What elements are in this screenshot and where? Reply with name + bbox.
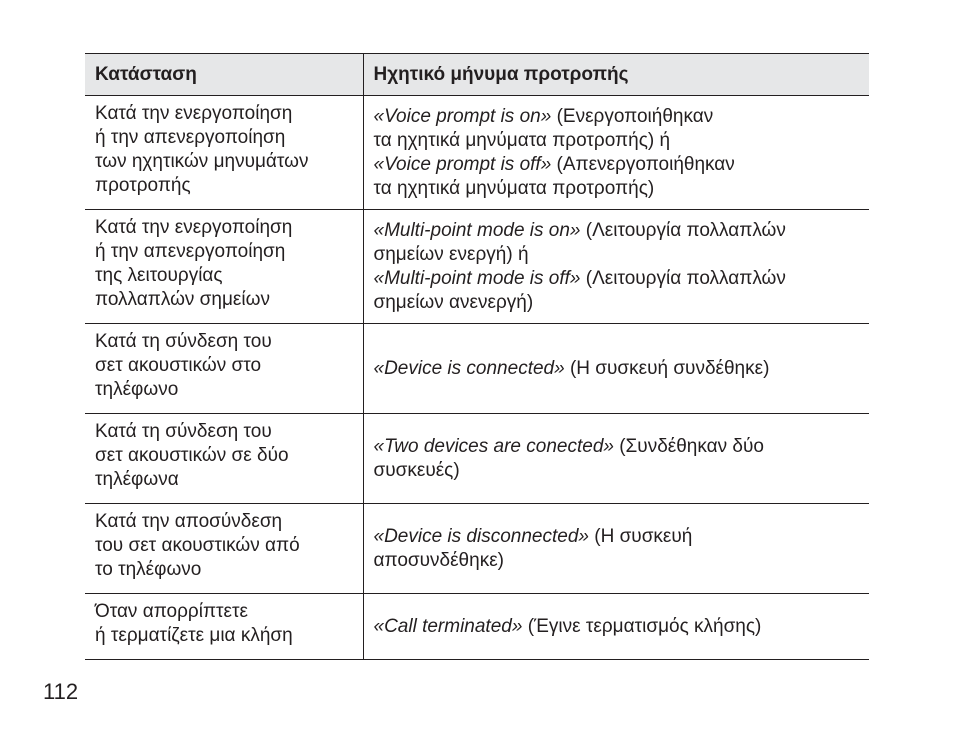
prompt-quote: «Device is connected» [373, 357, 565, 379]
prompt-text: αποσυνδέθηκε) [373, 549, 504, 571]
prompt-line [374, 357, 860, 381]
table-header-row [85, 54, 869, 96]
condition-line: της λειτουργίας [95, 265, 223, 286]
prompt-line [374, 177, 860, 201]
voice-prompt-table [85, 53, 869, 660]
prompt-line [374, 615, 860, 639]
condition-line: ή τερματίζετε μια κλήση [95, 625, 293, 646]
prompt-text: (Συνδέθηκαν δύο [613, 435, 764, 457]
prompt-line [374, 435, 860, 459]
condition-line: ή την απενεργοποίηση [95, 127, 286, 148]
prompt-quote: «Call terminated» [373, 615, 523, 637]
condition-line: προτροπής [95, 175, 191, 196]
header-voice-prompt: Ηχητικό μήνυμα προτροπής [363, 54, 869, 96]
prompt-line [374, 291, 860, 315]
prompt-text: σημείων ενεργή) ή [373, 243, 529, 265]
prompt-line [374, 129, 860, 153]
prompt-text: συσκευές) [373, 459, 460, 481]
prompt-quote: «Two devices are conected» [373, 435, 614, 457]
condition-cell [85, 210, 363, 324]
prompt-quote: «Voice prompt is off» [373, 153, 552, 175]
prompt-text: (Απενεργοποιήθηκαν [551, 153, 735, 175]
table-row [85, 210, 869, 324]
table-row [85, 414, 869, 504]
prompt-quote: «Multi-point mode is on» [373, 219, 581, 241]
table-row [85, 594, 869, 660]
condition-cell [85, 414, 363, 504]
condition-line: Κατά την αποσύνδεση [95, 511, 283, 532]
condition-cell [85, 96, 363, 210]
condition-cell [85, 324, 363, 414]
prompt-line [374, 219, 860, 243]
prompt-cell [363, 210, 869, 324]
prompt-cell [363, 324, 869, 414]
condition-line: τηλέφωνα [95, 469, 179, 490]
prompt-line [374, 525, 860, 549]
condition-line: Κατά την ενεργοποίηση [95, 217, 293, 238]
table-row [85, 96, 869, 210]
prompt-quote: «Voice prompt is on» [373, 105, 552, 127]
prompt-text: σημείων ανενεργή) [373, 291, 534, 313]
prompt-text: τα ηχητικά μηνύματα προτροπής) [373, 177, 655, 199]
condition-line: το τηλέφωνο [95, 559, 202, 580]
prompt-line [374, 105, 860, 129]
condition-line: πολλαπλών σημείων [95, 289, 270, 310]
prompt-text: (Ενεργοποιήθηκαν [551, 105, 714, 127]
prompt-quote: «Multi-point mode is off» [373, 267, 581, 289]
prompt-text: (Έγινε τερματισμός κλήσης) [522, 615, 762, 637]
prompt-cell [363, 504, 869, 594]
condition-line: Όταν απορρίπτετε [95, 601, 249, 622]
condition-line: Κατά τη σύνδεση του [95, 331, 272, 352]
condition-line: του σετ ακουστικών από [95, 535, 300, 556]
voice-prompt-table-container [85, 53, 869, 660]
condition-line: των ηχητικών μηνυμάτων [95, 151, 309, 172]
prompt-line [374, 243, 860, 267]
condition-line: Κατά την ενεργοποίηση [95, 103, 293, 124]
header-condition: Κατάσταση [85, 54, 363, 96]
condition-line: ή την απενεργοποίηση [95, 241, 286, 262]
prompt-cell [363, 96, 869, 210]
condition-cell [85, 594, 363, 660]
condition-cell [85, 504, 363, 594]
prompt-quote: «Device is disconnected» [373, 525, 589, 547]
table-row [85, 504, 869, 594]
prompt-text: (Λειτουργία πολλαπλών [580, 267, 786, 289]
prompt-line [374, 153, 860, 177]
condition-line: σετ ακουστικών σε δύο [95, 445, 289, 466]
prompt-line [374, 549, 860, 573]
condition-line: τηλέφωνο [95, 379, 179, 400]
prompt-cell [363, 594, 869, 660]
prompt-line [374, 459, 860, 483]
prompt-text: (Η συσκευή συνδέθηκε) [564, 357, 770, 379]
prompt-line [374, 267, 860, 291]
condition-line: σετ ακουστικών στο [95, 355, 262, 376]
prompt-text: τα ηχητικά μηνύματα προτροπής) ή [373, 129, 671, 151]
page-number: 112 [43, 679, 79, 704]
condition-line: Κατά τη σύνδεση του [95, 421, 272, 442]
prompt-cell [363, 414, 869, 504]
table-row [85, 324, 869, 414]
prompt-text: (Λειτουργία πολλαπλών [580, 219, 786, 241]
prompt-text: (Η συσκευή [588, 525, 693, 547]
